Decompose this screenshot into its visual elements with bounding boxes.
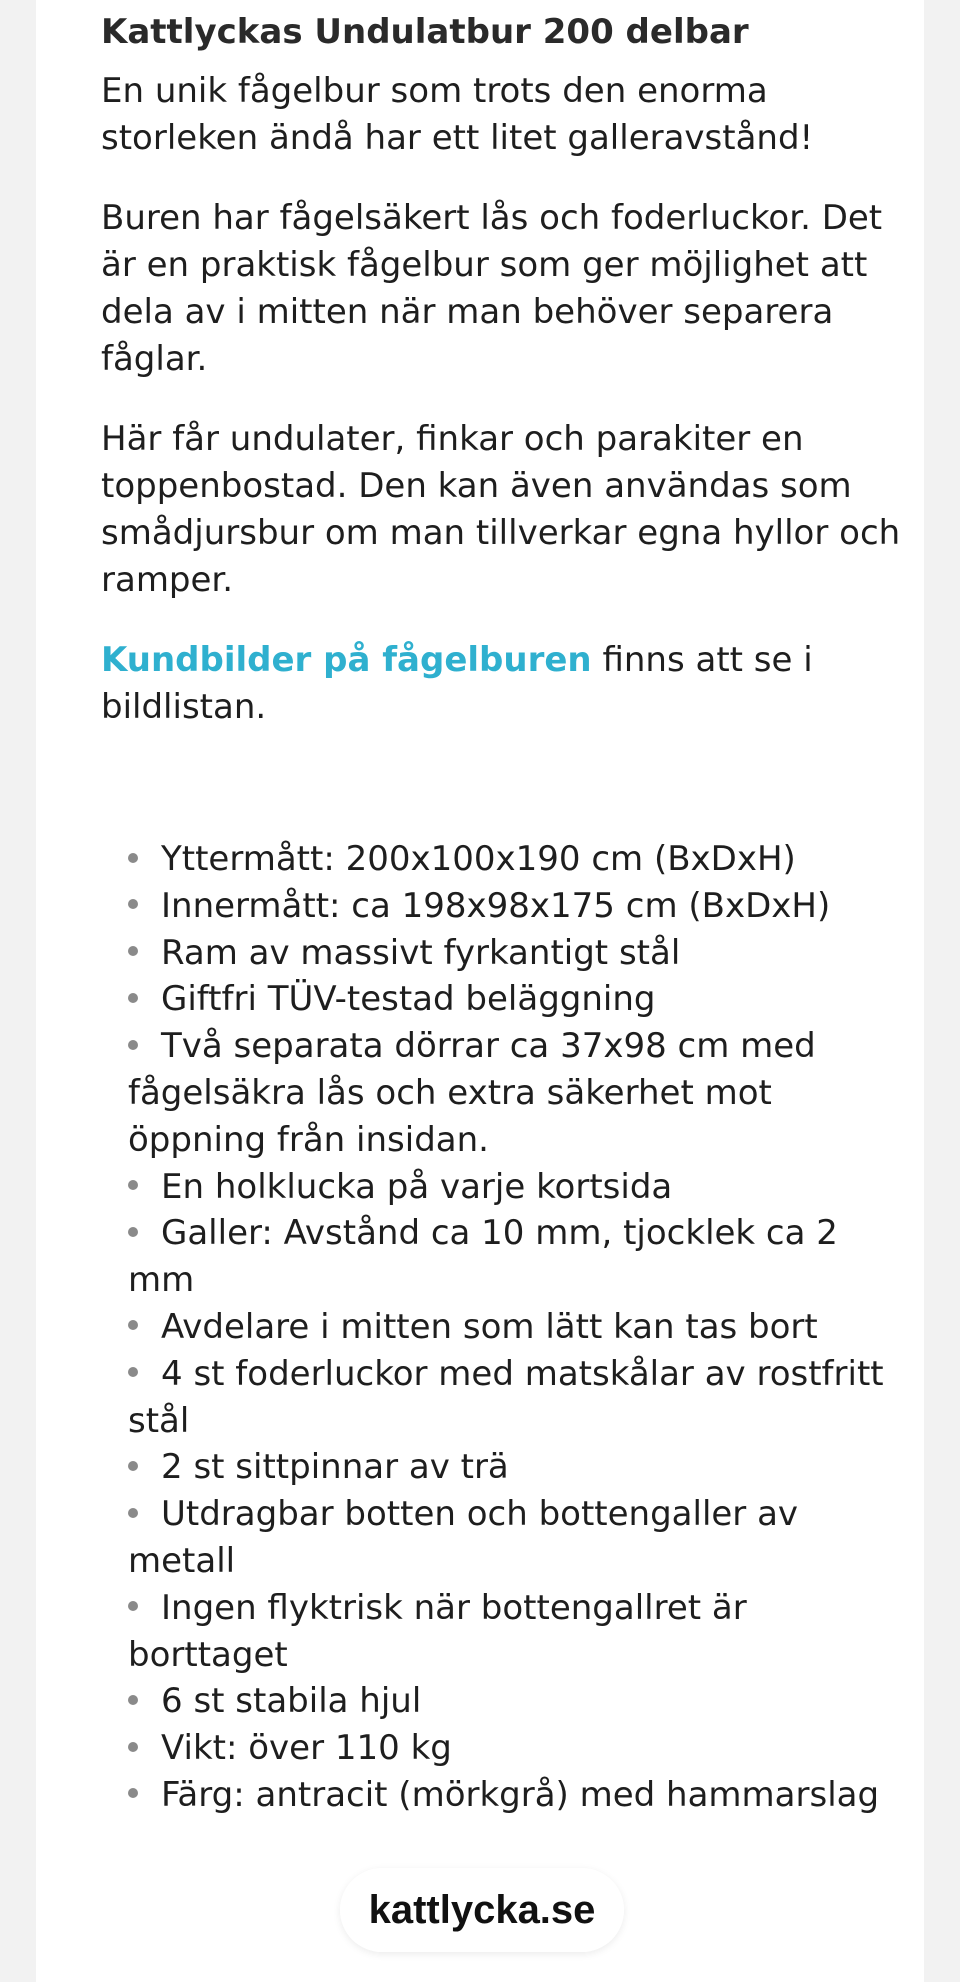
spec-item: Ingen flyktrisk när bottengallret är borttaget (128, 1585, 901, 1679)
spec-item: 4 st foderluckor med matskålar av rostfritt stål (128, 1351, 901, 1445)
spec-item: Innermått: ca 198x98x175 cm (BxDxH) (128, 883, 901, 930)
product-description (101, 0, 901, 1819)
features-paragraph: Buren har fågelsäkert lås och foderluckor. Det är en praktisk fågelbur som ger möjlighet att dela av i mitten när man behöver separera fåglar. (101, 198, 883, 379)
spec-item: Vikt: över 110 kg (128, 1725, 901, 1772)
spec-item: Yttermått: 200x100x190 cm (BxDxH) (128, 836, 901, 883)
spec-item: 2 st sittpinnar av trä (128, 1444, 901, 1491)
customer-photos-link[interactable]: Kundbilder på fågelburen (101, 640, 592, 680)
spec-item: Galler: Avstånd ca 10 mm, tjocklek ca 2 mm (128, 1210, 901, 1304)
product-title: Kattlyckas Undulatbur 200 delbar (101, 12, 749, 52)
usage-paragraph: Här får undulater, finkar och parakiter en toppenbostad. Den kan även användas som smådjursbur om man tillverkar egna hyllor och ramper. (101, 419, 901, 600)
product-page (36, 0, 924, 1982)
spec-item: Giftfri TÜV-testad beläggning (128, 976, 901, 1023)
spec-item: 6 st stabila hjul (128, 1678, 901, 1725)
site-watermark (340, 1868, 624, 1952)
spec-list (101, 836, 901, 1819)
spec-item: Avdelare i mitten som lätt kan tas bort (128, 1304, 901, 1351)
spec-item: Ram av massivt fyrkantigt stål (128, 930, 901, 977)
customer-photos-paragraph (101, 637, 901, 731)
spec-item: Två separata dörrar ca 37x98 cm med fågelsäkra lås och extra säkerhet mot öppning från insidan. (128, 1023, 901, 1163)
customer-photos-suffix: finns att se i bildlistan. (101, 640, 813, 727)
spec-item: Utdragbar botten och bottengaller av metall (128, 1491, 901, 1585)
watermark-text: kattlycka.se (368, 1887, 596, 1932)
spec-item: Färg: antracit (mörkgrå) med hammarslag (128, 1772, 901, 1819)
spec-item: En holklucka på varje kortsida (128, 1164, 901, 1211)
intro-paragraph: En unik fågelbur som trots den enorma storleken ändå har ett litet galleravstånd! (101, 71, 814, 158)
